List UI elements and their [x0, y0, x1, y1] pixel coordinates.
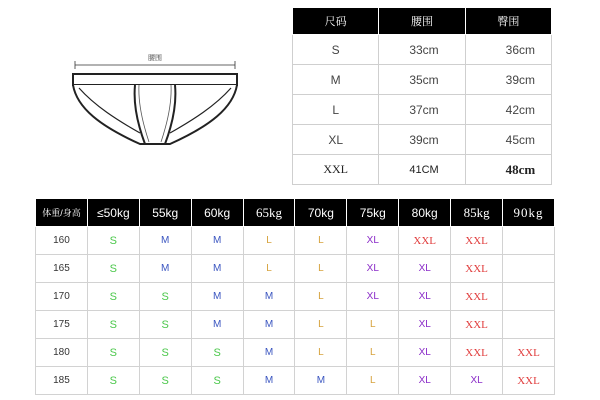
size-cell: S [139, 283, 191, 311]
size-cell: L [293, 95, 379, 125]
size-cell: S [87, 339, 139, 367]
size-cell: XXL [503, 339, 555, 367]
measurement-row [293, 155, 552, 185]
size-cell: S [139, 367, 191, 395]
size-cell: XL [399, 367, 451, 395]
size-cell: M [243, 339, 295, 367]
size-cell [503, 311, 555, 339]
size-cell: L [295, 255, 347, 283]
waist-cell: 33cm [379, 35, 465, 65]
measurement-row [293, 95, 552, 125]
size-cell: M [243, 283, 295, 311]
size-cell: S [139, 311, 191, 339]
header-size: 尺码 [293, 8, 379, 35]
size-cell: L [347, 339, 399, 367]
size-cell: L [295, 227, 347, 255]
size-cell: M [243, 311, 295, 339]
height-cell: 175 [36, 311, 88, 339]
size-cell: M [191, 283, 243, 311]
size-cell: XXL [451, 339, 503, 367]
header-weight: 70kg [295, 199, 347, 227]
header-weight-height: 体重/身高 [36, 199, 88, 227]
height-cell: 165 [36, 255, 88, 283]
size-cell: M [295, 367, 347, 395]
underwear-illustration [55, 38, 255, 158]
size-chart-row [36, 367, 555, 395]
waist-cell: 37cm [379, 95, 465, 125]
size-cell: XXL [451, 255, 503, 283]
size-cell: XXL [451, 311, 503, 339]
size-cell: XL [347, 283, 399, 311]
size-cell: S [87, 311, 139, 339]
size-chart-row [36, 339, 555, 367]
waist-cell: 35cm [379, 65, 465, 95]
header-weight: 60kg [191, 199, 243, 227]
measurement-header-row [293, 8, 552, 35]
header-weight: 75kg [347, 199, 399, 227]
size-cell: XL [399, 311, 451, 339]
waist-cell: 39cm [379, 125, 465, 155]
header-weight: 55kg [139, 199, 191, 227]
height-cell: 180 [36, 339, 88, 367]
size-cell: S [87, 227, 139, 255]
height-cell: 170 [36, 283, 88, 311]
size-chart-row [36, 227, 555, 255]
size-cell: L [295, 311, 347, 339]
size-chart-row [36, 255, 555, 283]
measurement-row [293, 65, 552, 95]
size-cell: S [139, 339, 191, 367]
size-cell: L [295, 283, 347, 311]
size-cell: S [191, 339, 243, 367]
size-cell: L [347, 311, 399, 339]
size-cell: XL [293, 125, 379, 155]
size-chart-table [35, 198, 555, 395]
size-chart-body [36, 227, 555, 395]
size-cell: XL [399, 255, 451, 283]
hip-cell: 39cm [465, 65, 551, 95]
size-cell: XL [451, 367, 503, 395]
size-cell [503, 227, 555, 255]
size-cell: M [139, 227, 191, 255]
size-cell: M [243, 367, 295, 395]
hip-cell: 42cm [465, 95, 551, 125]
size-cell: L [243, 255, 295, 283]
hip-cell: 45cm [465, 125, 551, 155]
size-cell: L [243, 227, 295, 255]
size-cell: M [191, 227, 243, 255]
size-cell: M [139, 255, 191, 283]
header-waist: 腰围 [379, 8, 465, 35]
header-weight: 90kg [503, 199, 555, 227]
size-cell: L [347, 367, 399, 395]
measurement-row [293, 125, 552, 155]
size-cell: XL [399, 283, 451, 311]
hip-cell: 48cm [465, 155, 551, 185]
size-cell: S [191, 367, 243, 395]
size-cell: M [191, 255, 243, 283]
size-chart-row [36, 283, 555, 311]
size-cell: XXL [293, 155, 379, 185]
header-weight: ≤50kg [87, 199, 139, 227]
size-cell: S [87, 367, 139, 395]
hip-cell: 36cm [465, 35, 551, 65]
size-cell: XL [399, 339, 451, 367]
header-weight: 80kg [399, 199, 451, 227]
header-hip: 臀围 [465, 8, 551, 35]
size-cell [503, 255, 555, 283]
size-chart-header-row [36, 199, 555, 227]
size-cell: XL [347, 227, 399, 255]
header-weight: 65kg [243, 199, 295, 227]
header-weight: 85kg [451, 199, 503, 227]
size-cell: S [87, 283, 139, 311]
size-cell: M [293, 65, 379, 95]
size-chart-row [36, 311, 555, 339]
size-cell: XL [347, 255, 399, 283]
size-cell: L [295, 339, 347, 367]
size-cell: XXL [503, 367, 555, 395]
measurement-row [293, 35, 552, 65]
measurement-table [292, 7, 552, 185]
size-cell: S [293, 35, 379, 65]
size-cell: M [191, 311, 243, 339]
size-cell [503, 283, 555, 311]
size-cell: XXL [451, 283, 503, 311]
height-cell: 160 [36, 227, 88, 255]
size-cell: XXL [451, 227, 503, 255]
height-cell: 185 [36, 367, 88, 395]
size-cell: XXL [399, 227, 451, 255]
waist-label: 腰围 [148, 55, 162, 62]
waist-cell: 41CM [379, 155, 465, 185]
size-cell: S [87, 255, 139, 283]
